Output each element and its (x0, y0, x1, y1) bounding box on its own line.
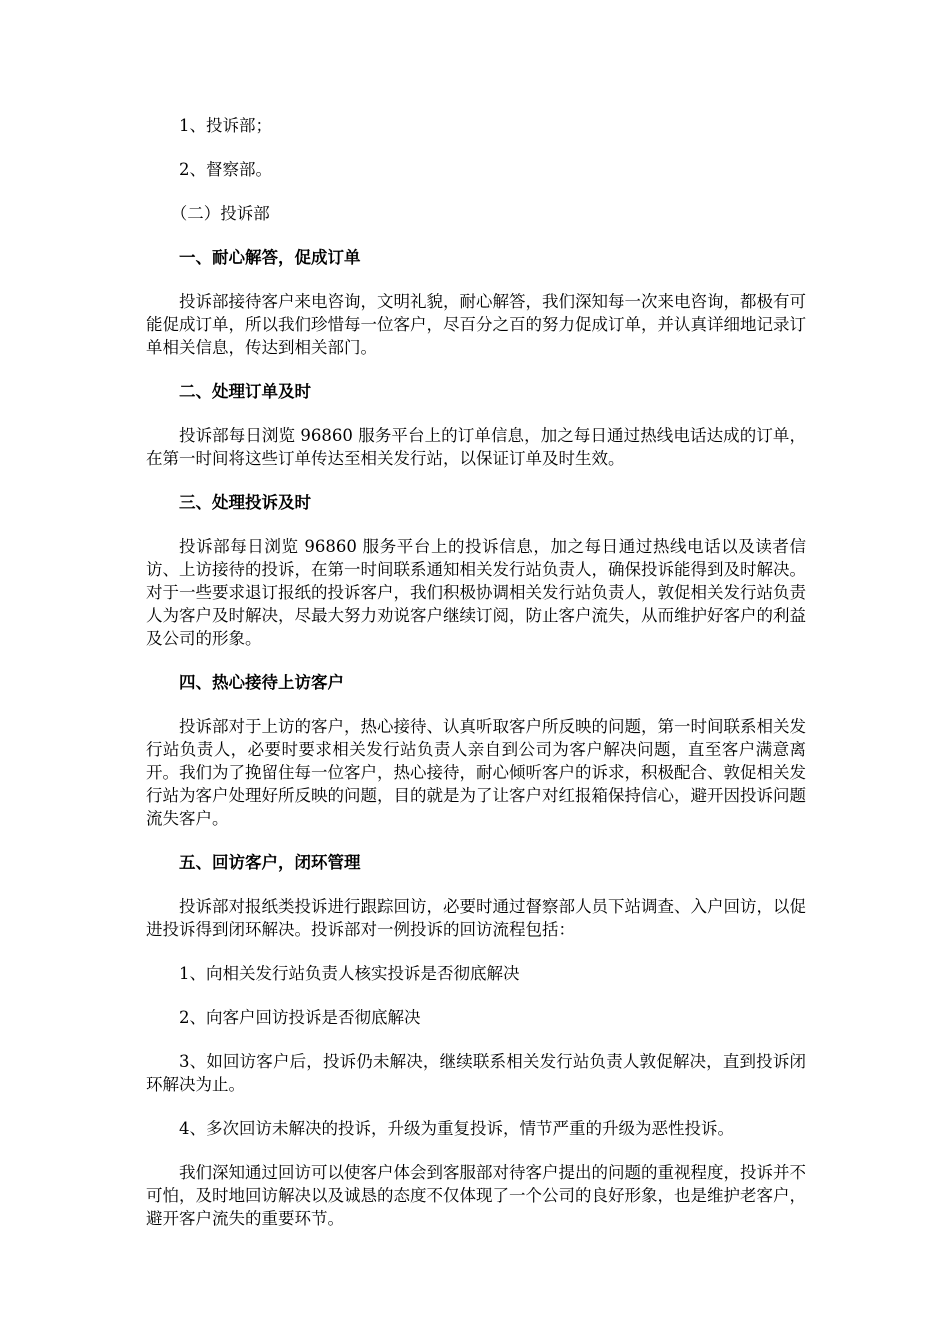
process-step-3: 3、如回访客户后，投诉仍未解决，继续联系相关发行站负责人敦促解决，直到投诉闭环解决为止。 (146, 1052, 806, 1094)
paragraph-visitor-reception: 投诉部对于上访的客户，热心接待、认真听取客户所反映的问题，第一时间联系相关发行站负责人，必要时要求相关发行站负责人亲自到公司为客户解决问题，直至客户满意离开。我们为了挽留住每一位客户，热心接待，耐心倾听客户的诉求，积极配合、敦促相关发行站为客户处理好所反映的问题，目的就是为了让客户对红报箱保持信心，避开因投诉问题流失客户。 (146, 717, 806, 828)
process-step-1: 1、向相关发行站负责人核实投诉是否彻底解决 (179, 964, 520, 983)
paragraph-complaint-processing: 投诉部每日浏览 96860 服务平台上的投诉信息，加之每日通过热线电话以及读者信访、上访接待的投诉，在第一时间联系通知相关发行站负责人，确保投诉能得到及时解决。对于一些要求退订报纸的投诉客户，我们积极协调相关发行站负责人，敦促相关发行站负责人为客户及时解决，尽最大努力劝说客户继续订阅，防止客户流失，从而维护好客户的利益及公司的形象。 (146, 537, 806, 648)
paragraph-return-visit: 投诉部对报纸类投诉进行跟踪回访，必要时通过督察部人员下站调查、入户回访，以促进投诉得到闭环解决。投诉部对一例投诉的回访流程包括： (146, 897, 806, 939)
process-step-4: 4、多次回访未解决的投诉，升级为重复投诉，情节严重的升级为恶性投诉。 (179, 1119, 734, 1138)
heading-patient-answer: 一、耐心解答，促成订单 (179, 248, 361, 267)
paragraph-order-processing: 投诉部每日浏览 96860 服务平台上的订单信息，加之每日通过热线电话达成的订单，在第一时间将这些订单传达至相关发行站，以保证订单及时生效。 (146, 426, 806, 468)
list-item-1: 1、投诉部； (179, 116, 272, 135)
list-item-2: 2、督察部。 (179, 160, 272, 179)
paragraph-conclusion: 我们深知通过回访可以使客户体会到客服部对待客户提出的问题的重视程度，投诉并不可怕，及时地回访解决以及诚恳的态度不仅体现了一个公司的良好形象，也是维护老客户，避开客户流失的重要环节。 (146, 1163, 806, 1228)
process-step-2: 2、向客户回访投诉是否彻底解决 (179, 1008, 421, 1027)
heading-visitor-reception: 四、热心接待上访客户 (179, 673, 344, 692)
paragraph-patient-answer: 投诉部接待客户来电咨询，文明礼貌，耐心解答，我们深知每一次来电咨询，都极有可能促成订单，所以我们珍惜每一位客户，尽百分之百的努力促成订单，并认真详细地记录订单相关信息，传达到相关部门。 (146, 292, 806, 357)
heading-order-processing: 二、处理订单及时 (179, 382, 311, 401)
heading-complaint-processing: 三、处理投诉及时 (179, 493, 311, 512)
document-body (146, 114, 806, 1251)
heading-return-visit: 五、回访客户，闭环管理 (179, 853, 361, 872)
section-heading-complaint-dept: （二）投诉部 (170, 204, 270, 223)
